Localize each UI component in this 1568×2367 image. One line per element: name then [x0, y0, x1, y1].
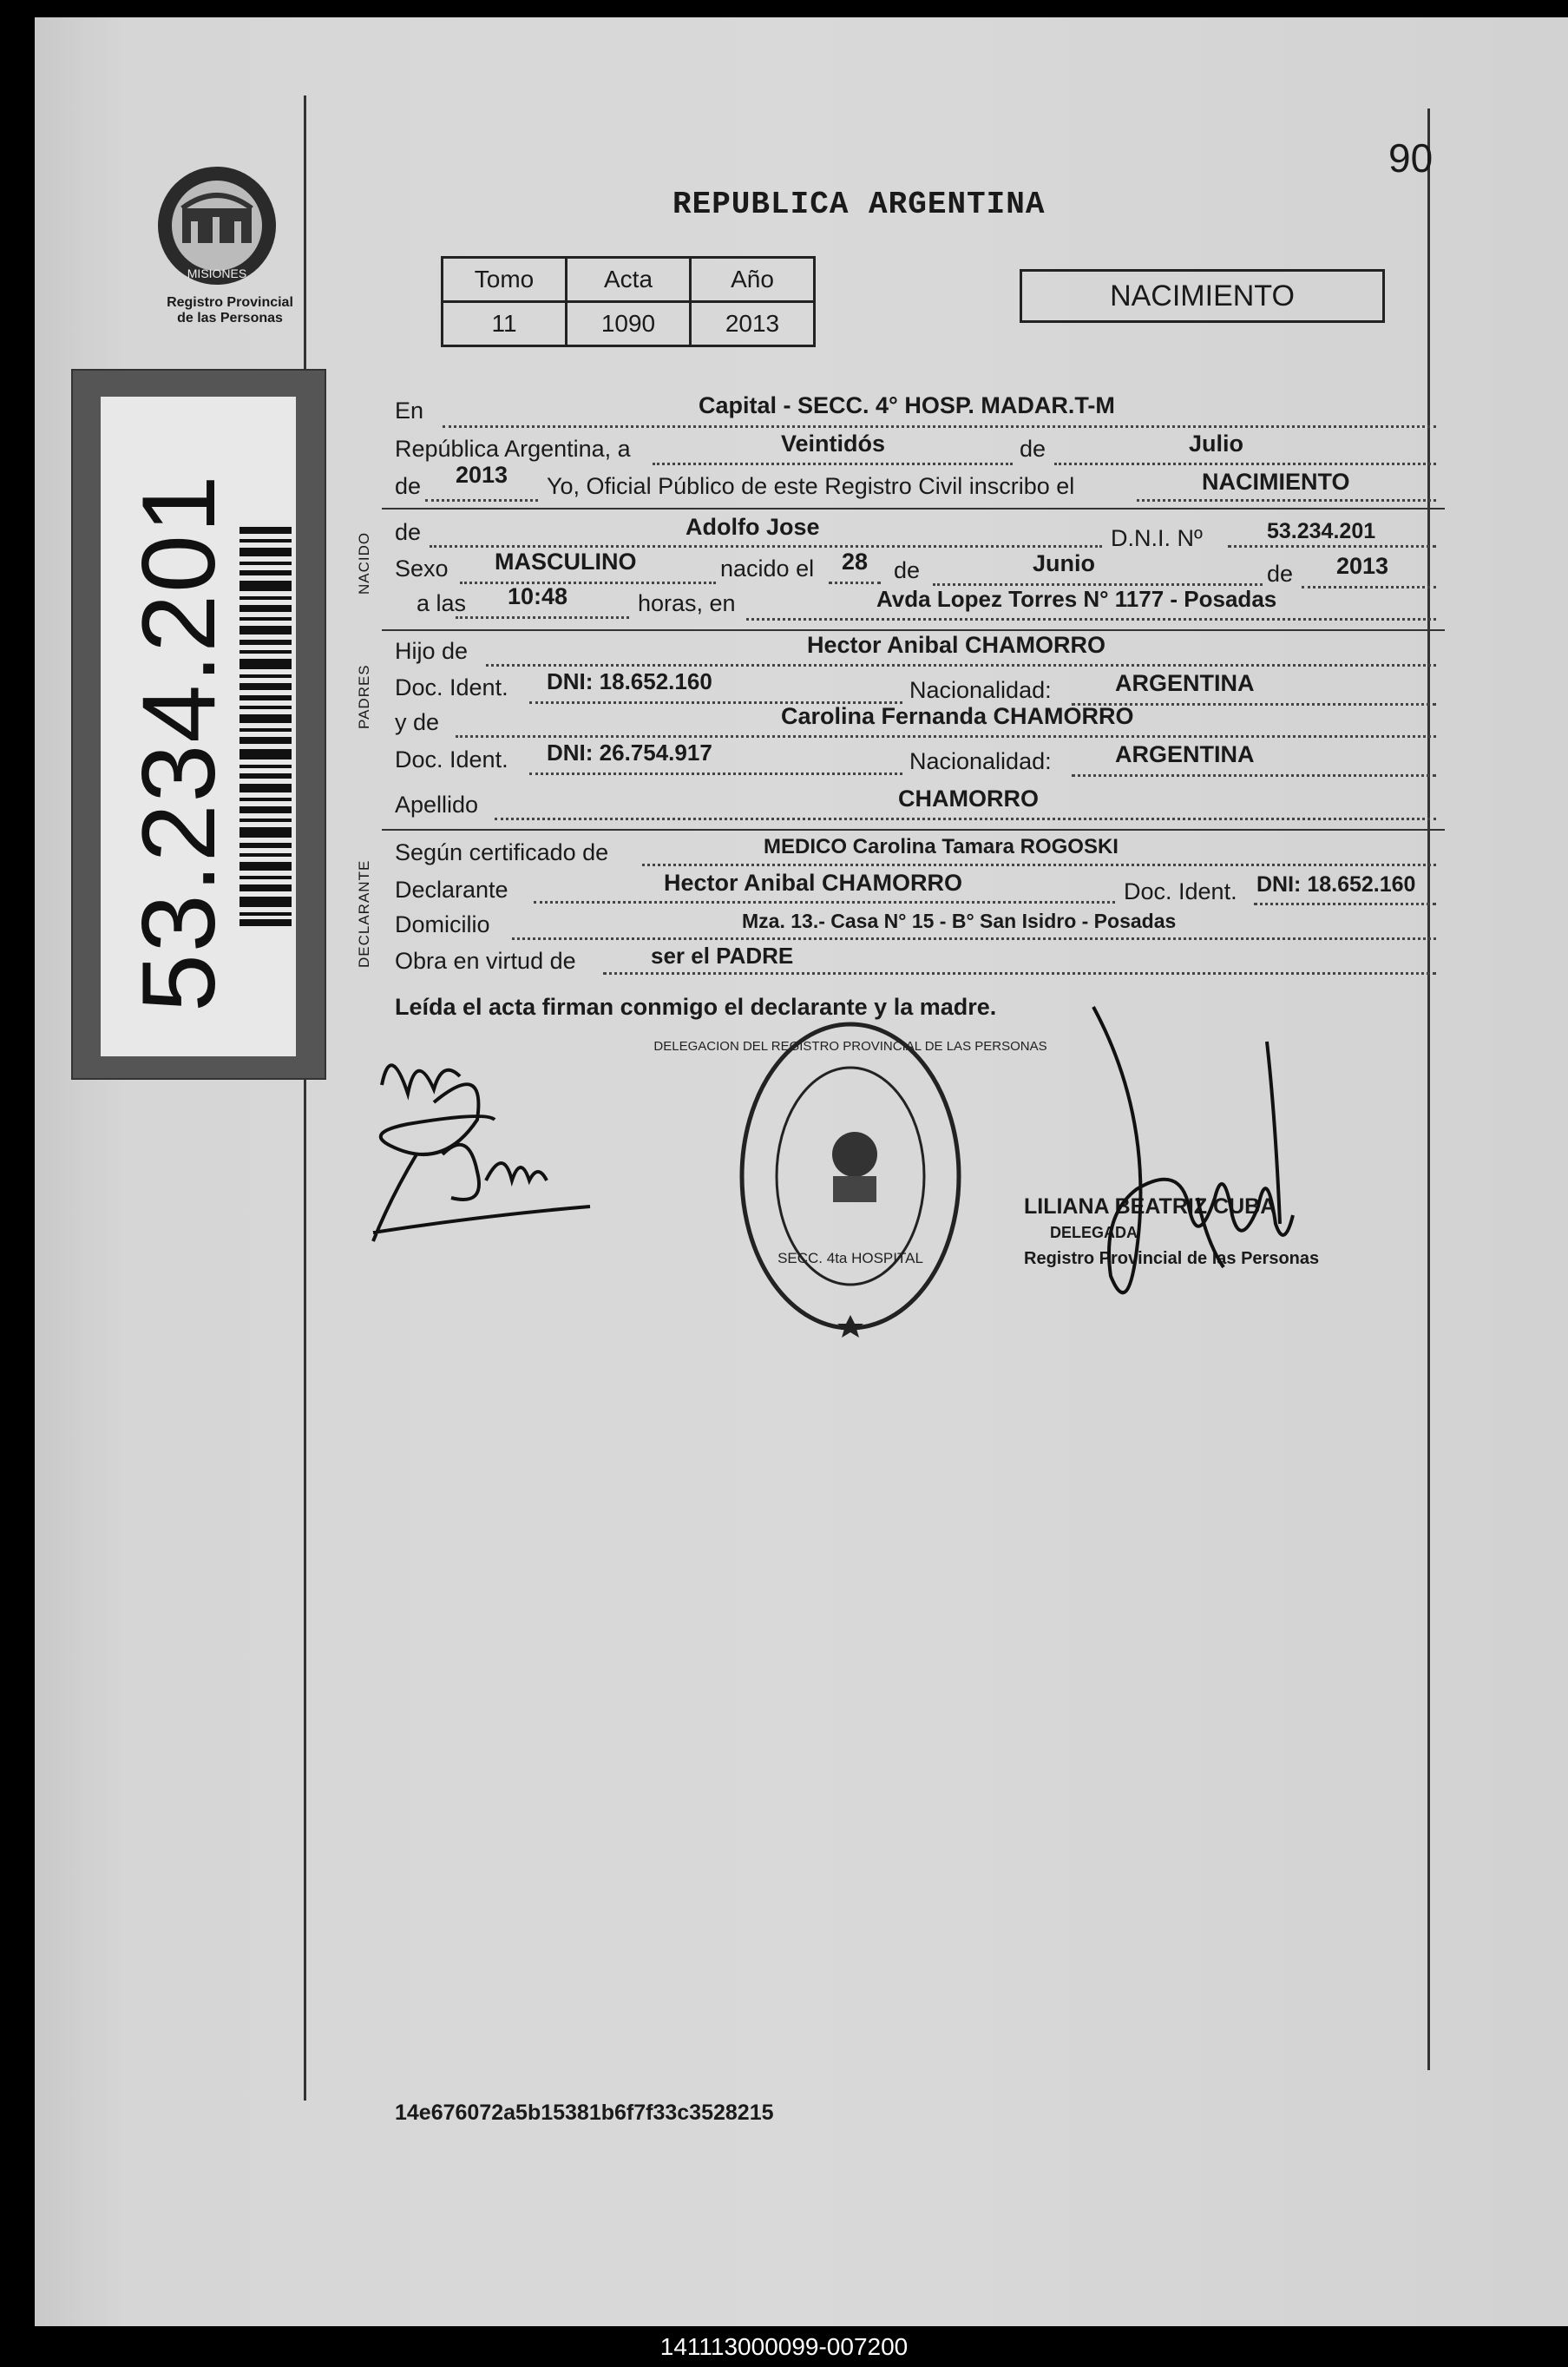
- dotted-line: [746, 618, 1436, 621]
- label-domicilio: Domicilio: [395, 911, 490, 937]
- label-horas-en: horas, en: [638, 590, 736, 616]
- label-nacido-el: nacido el: [720, 556, 815, 582]
- value-dia: Veintidós: [781, 431, 886, 457]
- dotted-line: [425, 499, 538, 502]
- value-padre: Hector Anibal CHAMORRO: [807, 632, 1106, 658]
- value-nac-dia: 28: [842, 549, 869, 575]
- reference-value-row: [443, 302, 815, 346]
- label-y-de: y de: [395, 709, 440, 735]
- label-apellido: Apellido: [395, 792, 479, 818]
- dotted-line: [495, 818, 1436, 820]
- reference-header-row: [443, 258, 815, 302]
- value-madre-nac: ARGENTINA: [1115, 741, 1255, 767]
- dotted-line: [430, 545, 1102, 548]
- dotted-line: [443, 425, 1436, 428]
- label-yo: Yo, Oficial Público de este Registro Civil inscribo el: [547, 473, 1075, 499]
- label-doc-ident: Doc. Ident.: [395, 674, 508, 700]
- dotted-line: [642, 864, 1436, 866]
- right-margin-line: [1427, 108, 1430, 2070]
- value-hora: 10:48: [508, 583, 568, 609]
- dotted-line: [534, 901, 1115, 904]
- section-divider: [382, 508, 1445, 510]
- value-anio: 2013: [456, 462, 508, 488]
- reference-value-tomo: 11: [443, 302, 567, 346]
- label-en: En: [395, 398, 424, 424]
- officer-org: Registro Provincial de las Personas: [1024, 1249, 1320, 1268]
- page-number: 90: [1388, 135, 1434, 181]
- header-title: REPUBLICA ARGENTINA: [672, 187, 1046, 222]
- footer-id: 141113000099-007200: [0, 2326, 1568, 2367]
- dotted-line: [1054, 463, 1436, 465]
- document-type-box: NACIMIENTO: [1020, 269, 1385, 323]
- dotted-line: [529, 773, 902, 775]
- value-declarante-doc: DNI: 18.652.160: [1256, 872, 1416, 897]
- dotted-line: [1254, 903, 1436, 905]
- dotted-line: [460, 582, 716, 584]
- barcode-icon: [239, 527, 292, 926]
- label-de-month: de: [894, 557, 921, 583]
- value-apellido: CHAMORRO: [898, 786, 1039, 812]
- label-republica: República Argentina, a: [395, 436, 631, 462]
- value-nombre: Adolfo Jose: [686, 514, 820, 540]
- reference-header-anio: Año: [691, 258, 815, 302]
- value-mes: Julio: [1189, 431, 1244, 457]
- label-sexo: Sexo: [395, 556, 449, 582]
- reference-value-anio: 2013: [691, 302, 815, 346]
- section-padres: PADRES: [356, 664, 372, 729]
- seal-text: MISIONES: [187, 266, 247, 280]
- label-de: de: [1020, 436, 1046, 462]
- label-declarante: Declarante: [395, 877, 508, 903]
- side-id-band: [71, 369, 326, 1080]
- dotted-line: [1228, 545, 1436, 548]
- label-a-las: a las: [417, 590, 467, 616]
- reference-table: [441, 256, 816, 347]
- label-dni: D.N.I. Nº: [1111, 525, 1203, 551]
- value-padre-nac: ARGENTINA: [1115, 670, 1255, 696]
- dotted-line: [456, 616, 629, 619]
- dotted-line: [1302, 586, 1436, 588]
- official-stamp-icon: [653, 1011, 1047, 1341]
- value-padre-doc: DNI: 18.652.160: [547, 668, 712, 694]
- label-hijo-de: Hijo de: [395, 638, 469, 664]
- officer-name: LILIANA BEATRIZ CUBA: [1024, 1194, 1276, 1219]
- side-id-panel: [101, 397, 296, 1056]
- dotted-line: [829, 582, 881, 584]
- label-doc-ident2: Doc. Ident.: [395, 746, 508, 773]
- stamp-outer-text: DELEGACION DEL REGISTRO PROVINCIAL DE LAS PERSONAS: [653, 1039, 1047, 1054]
- label-nacionalidad: Nacionalidad:: [909, 677, 1052, 703]
- value-lugar: Capital - SECC. 4° HOSP. MADAR.T-M: [699, 392, 1115, 418]
- reference-header-acta: Acta: [567, 258, 691, 302]
- dotted-line: [653, 463, 1013, 465]
- officer-title: DELEGADA: [1050, 1224, 1138, 1241]
- dotted-line: [456, 735, 1436, 738]
- value-madre: Carolina Fernanda CHAMORRO: [781, 703, 1134, 729]
- value-domicilio: Mza. 13.- Casa N° 15 - B° San Isidro - Posadas: [742, 910, 1177, 932]
- officer-signature-icon: [1059, 990, 1336, 1337]
- label-de2: de: [395, 473, 422, 499]
- logo-text-line1: Registro Provincial: [167, 295, 293, 310]
- reference-value-acta: 1090: [567, 302, 691, 346]
- provincial-seal-icon: [152, 161, 282, 291]
- value-nac-mes: Junio: [1033, 550, 1095, 576]
- section-declarante: DECLARANTE: [356, 859, 372, 968]
- dotted-line: [603, 972, 1436, 975]
- label-segun: Según certificado de: [395, 839, 609, 865]
- section-divider: [382, 629, 1445, 631]
- value-certificado: MEDICO Carolina Tamara ROGOSKI: [764, 835, 1119, 858]
- reference-header-tomo: Tomo: [443, 258, 567, 302]
- label-de-year: de: [1267, 561, 1294, 587]
- dotted-line: [1072, 774, 1436, 777]
- document-hash: 14e676072a5b15381b6f7f33c3528215: [395, 2101, 774, 2125]
- value-lugar-nac: Avda Lopez Torres N° 1177 - Posadas: [876, 586, 1277, 612]
- value-sexo: MASCULINO: [495, 549, 637, 575]
- value-madre-doc: DNI: 26.754.917: [547, 740, 712, 766]
- certificate-page: [35, 17, 1568, 2326]
- label-obra: Obra en virtud de: [395, 948, 576, 974]
- label-nacionalidad2: Nacionalidad:: [909, 748, 1052, 774]
- dotted-line: [512, 937, 1436, 940]
- value-declarante: Hector Anibal CHAMORRO: [664, 870, 963, 896]
- label-doc-ident3: Doc. Ident.: [1124, 878, 1237, 904]
- dotted-line: [1137, 499, 1436, 502]
- dotted-line: [486, 664, 1436, 667]
- section-divider: [382, 829, 1445, 831]
- section-nacido: NACIDO: [356, 531, 372, 595]
- registry-logo: [152, 161, 308, 326]
- label-de-name: de: [395, 519, 422, 545]
- declarant-signature-icon: [356, 1024, 616, 1276]
- value-dni: 53.234.201: [1267, 519, 1376, 543]
- side-id-number: 53.234.201: [121, 473, 237, 1012]
- value-nac-anio: 2013: [1336, 553, 1389, 579]
- value-tipo: NACIMIENTO: [1202, 469, 1350, 495]
- closing-statement: Leída el acta firman conmigo el declarante y la madre.: [395, 994, 997, 1020]
- stamp-inner-text: SECC. 4ta HOSPITAL: [777, 1250, 923, 1266]
- logo-text-line2: de las Personas: [177, 311, 283, 325]
- value-obra: ser el PADRE: [651, 943, 794, 969]
